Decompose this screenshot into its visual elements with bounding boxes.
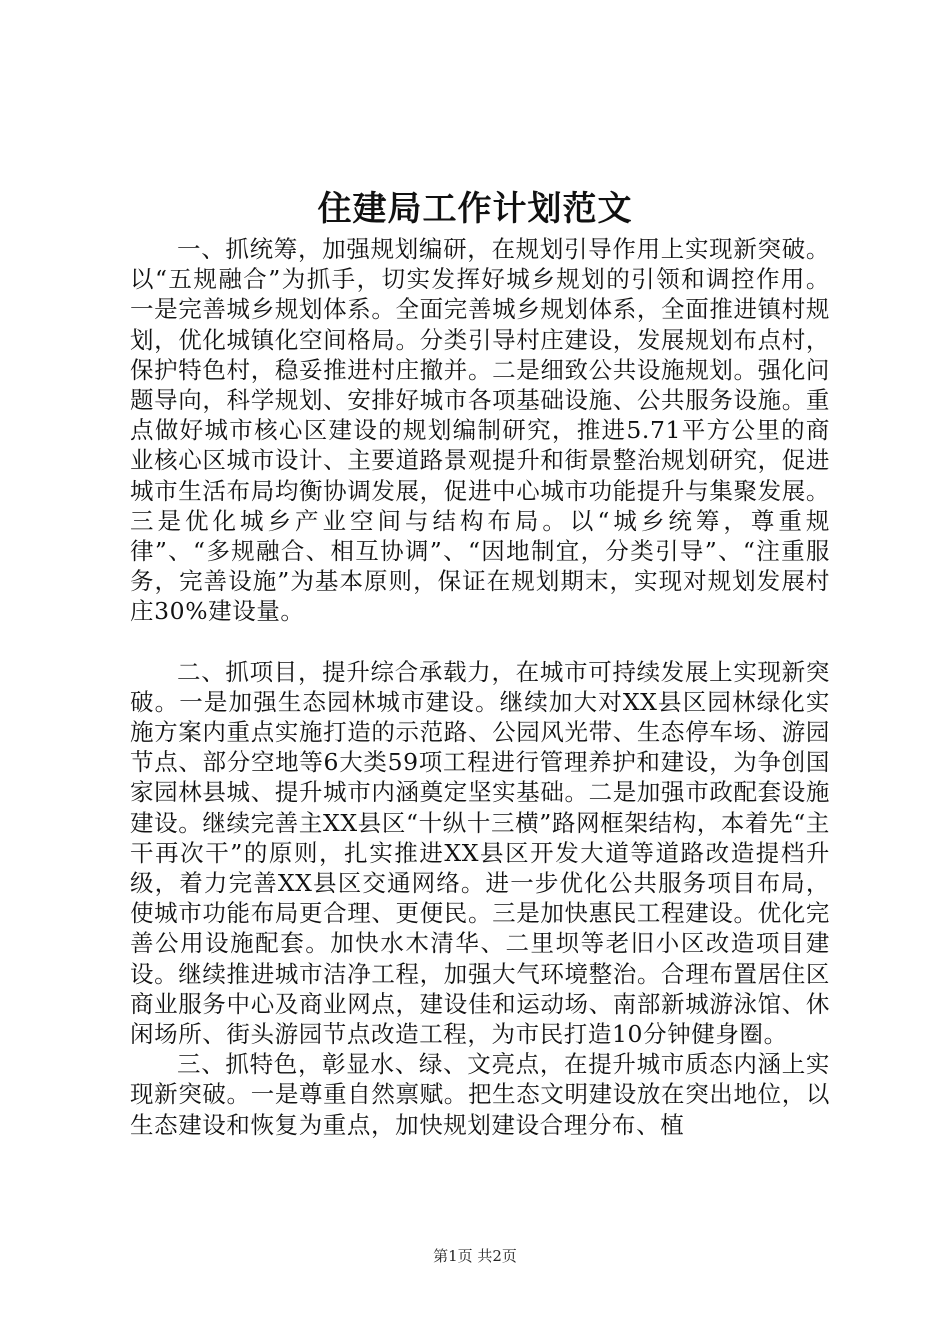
page-number-footer: 第1页 共2页 <box>433 1247 517 1265</box>
paragraph-1: 一、抓统筹，加强规划编研，在规划引导作用上实现新突破。以“五规融合”为抓手，切实发挥好城乡规划的引领和调控作用。一是完善城乡规划体系。全面完善城乡规划体系，全面推进镇村规划，优化城镇化空间格局。分类引导村庄建设，发展规划布点村，保护特色村，稳妥推进村庄撤并。二是细致公共设施规划。强化问题导向，科学规划、安排好城市各项基础设施、公共服务设施。重点做好城市核心区建设的规划编制研究，推进5.71平方公里的商业核心区城市设计、主要道路景观提升和街景整治规划研究，促进城市生活布局均衡协调发展，促进中心城市功能提升与集聚发展。三是优化城乡产业空间与结构布局。以“城乡统筹，尊重规律”、“多规融合、相互协调”、“因地制宜，分类引导”、“注重服务，完善设施”为基本原则，保证在规划期末，实现对规划发展村庄30%建设量。 <box>130 235 830 626</box>
document-body <box>130 234 830 1140</box>
document-title: 住建局工作计划范文 <box>317 189 633 229</box>
paragraph-2: 二、抓项目，提升综合承载力，在城市可持续发展上实现新突破。一是加强生态园林城市建设。继续加大对XX县区园林绿化实施方案内重点实施打造的示范路、公园风光带、生态停车场、游园节点、部分空地等6大类59项工程进行管理养护和建设，为争创国家园林县城、提升城市内涵奠定坚实基础。二是加强市政配套设施建设。继续完善主XX县区“十纵十三横”路网框架结构，本着先“主干再次干”的原则，扎实推进XX县区开发大道等道路改造提档升级，着力完善XX县区交通网络。进一步优化公共服务项目布局，使城市功能布局更合理、更便民。三是加快惠民工程建设。优化完善公用设施配套。加快水木清华、二里坝等老旧小区改造项目建设。继续推进城市洁净工程，加强大气环境整治。合理布置居住区商业服务中心及商业网点，建设佳和运动场、南部新城游泳馆、休闲场所、街头游园节点改造工程，为市民打造10分钟健身圈。 <box>130 657 830 1049</box>
paragraph-3: 三、抓特色，彰显水、绿、文亮点，在提升城市质态内涵上实现新突破。一是尊重自然禀赋。把生态文明建设放在突出地位，以生态建设和恢复为重点，加快规划建设合理分布、植 <box>130 1050 830 1139</box>
